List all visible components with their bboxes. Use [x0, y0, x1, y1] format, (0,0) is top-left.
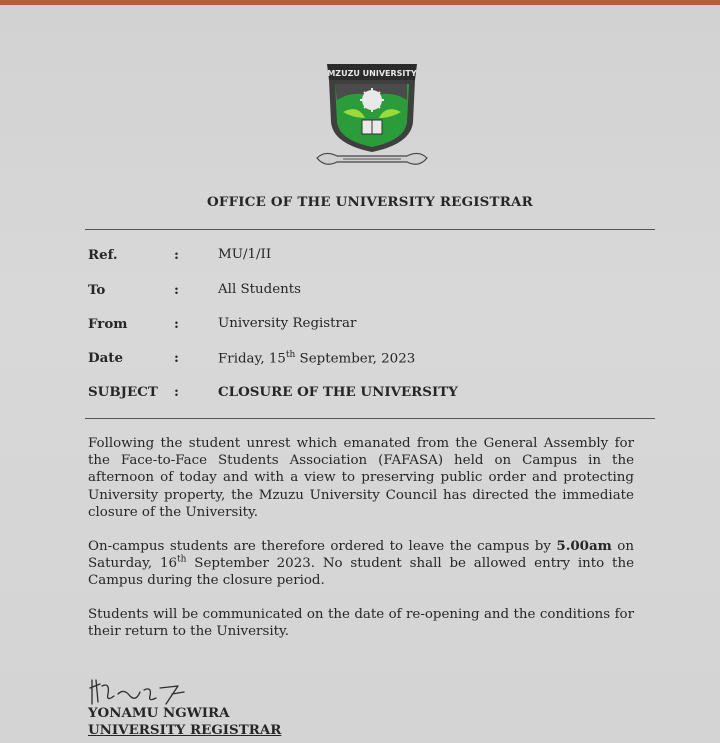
from-value: University Registrar [218, 316, 357, 331]
body-paragraph-2: On-campus students are therefore ordered to leave the campus by 5.00am on Saturday, 16th September 2023. No student shall be allowed entry into the Campus during the closure period. [88, 538, 634, 589]
subject-colon: : [174, 384, 179, 400]
office-title: OFFICE OF THE UNIVERSITY REGISTRAR [207, 194, 533, 210]
to-value: All Students [218, 282, 302, 297]
date-label: Date [88, 350, 123, 366]
signatory-name: YONAMU NGWIRA [88, 705, 230, 721]
ref-value: MU/1/II [218, 247, 272, 262]
body-paragraph-1: Following the student unrest which emanated from the General Assembly for the Face-to-Face Students Association (FAFASA) held on Campus in the afternoon of today and with a view to preserving public order and protecting University property, the Mzuzu University Council has directed the immediate closure of the University. [88, 436, 634, 520]
university-crest-logo [313, 60, 431, 178]
handwritten-signature [86, 674, 206, 708]
subject-row [88, 384, 648, 404]
ref-label: Ref. [88, 247, 118, 263]
date-value: Friday, 15th September, 2023 [218, 350, 416, 367]
subject-value: CLOSURE OF THE UNIVERSITY [218, 384, 458, 400]
body-paragraph-3: Students will be communicated on the date of re-opening and the conditions for their return to the University. [88, 607, 634, 640]
ref-row [88, 247, 648, 267]
signatory-title: UNIVERSITY REGISTRAR [88, 722, 282, 738]
crest-university-name: MZUZU UNIVERSITY [327, 69, 417, 78]
to-colon: : [174, 282, 179, 298]
subject-label: SUBJECT [88, 384, 158, 400]
from-colon: : [174, 316, 179, 332]
from-row [88, 316, 648, 336]
from-label: From [88, 316, 128, 332]
date-row [88, 350, 648, 370]
to-row [88, 282, 648, 302]
to-label: To [88, 282, 106, 298]
header-divider [85, 229, 655, 230]
ref-colon: : [174, 247, 179, 263]
date-colon: : [174, 350, 179, 366]
subject-divider [85, 418, 655, 419]
